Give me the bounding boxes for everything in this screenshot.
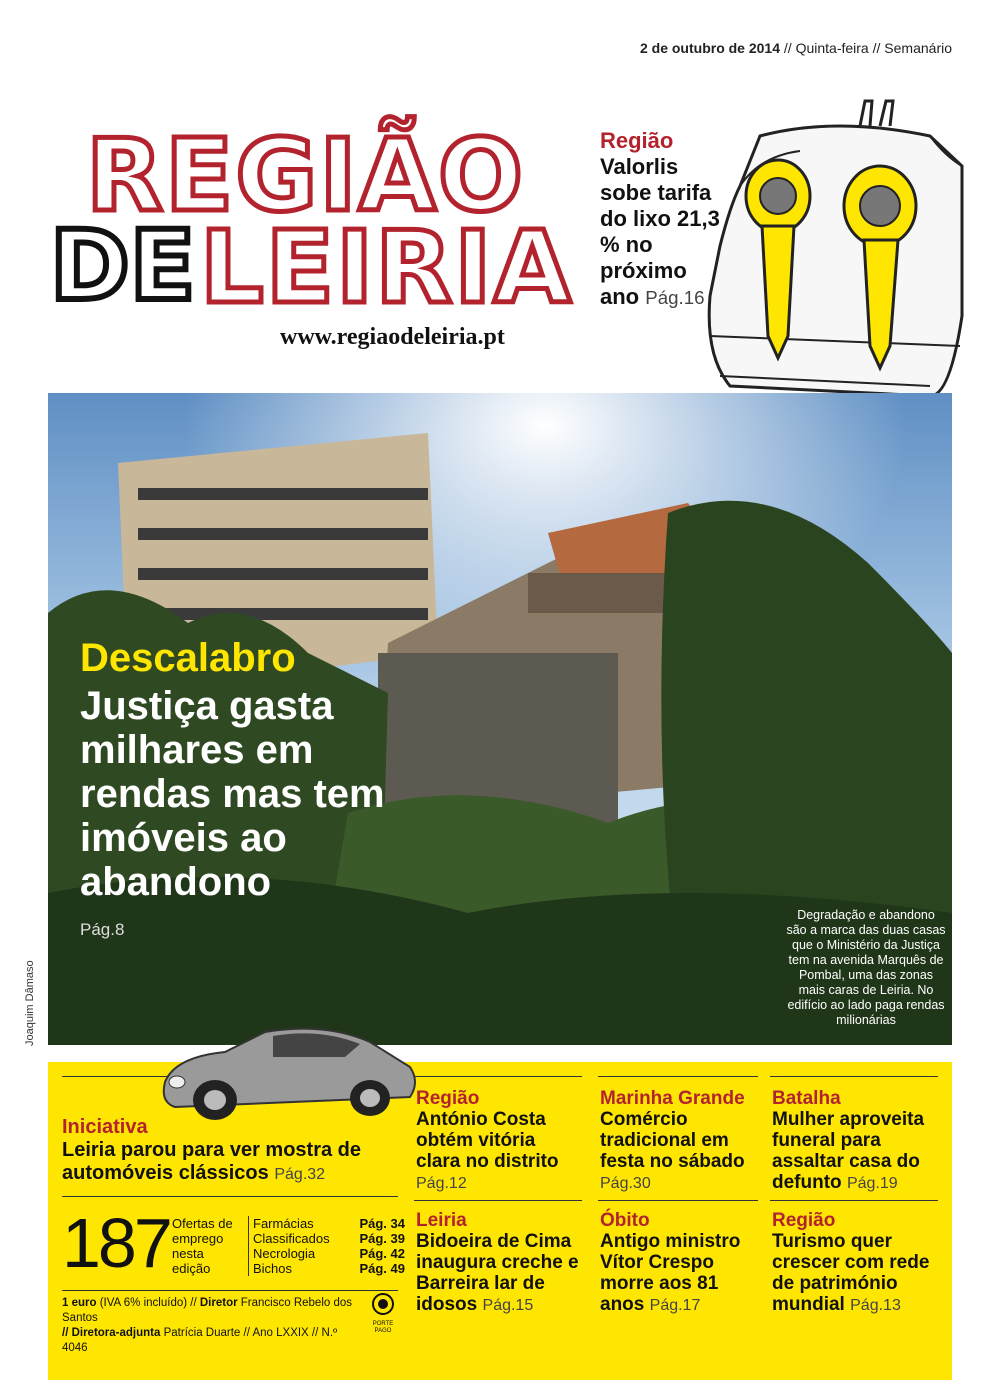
postal-seal-icon (368, 1292, 398, 1316)
story-title: Antigo ministro Vítor Crespo morre aos 81 anos (600, 1231, 741, 1315)
director-name: Francisco Rebelo dos Santos (62, 1297, 353, 1324)
story-page: Pág.12 (416, 1175, 467, 1192)
story-leiria[interactable] (416, 1210, 584, 1316)
classic-car-illustration (155, 1012, 425, 1122)
divider (598, 1200, 758, 1201)
classifieds-page: Pág. 42 (359, 1246, 405, 1261)
frequency: // Semanário (872, 40, 952, 56)
price-label: 1 euro (62, 1297, 97, 1309)
site-url[interactable]: www.regiaodeleiria.pt (280, 324, 505, 350)
classifieds-row[interactable] (253, 1261, 405, 1276)
photo-caption: Degradação e abandono são a marca das duas casas que o Ministério da Justiça tem na avenida Marquês de Pombal, uma das zonas mais caras de Leiria. No edifício ao lado paga rendas milionárias (786, 908, 946, 1027)
porte-pago-text: PORTE PAGO (372, 1321, 394, 1334)
masthead-de: DE (50, 210, 196, 322)
jobs-count: 187 (62, 1204, 170, 1282)
masthead-regiao: REGIÃO (86, 117, 526, 234)
issue-date: 2 de outubro de 2014 (639, 40, 781, 56)
price-note: (IVA 6% incluído) // (99, 1297, 197, 1309)
teaser-page: Pág.16 (645, 287, 705, 308)
masthead-leiria: LEIRIA (200, 209, 573, 326)
story-marinha-grande[interactable] (600, 1088, 760, 1194)
staff-box (62, 1296, 362, 1356)
classifieds-label: Bichos (253, 1261, 293, 1276)
divider (770, 1200, 938, 1201)
dateline (640, 40, 952, 56)
story-title: Mulher aproveita funeral para assaltar casa do defunto (772, 1109, 925, 1193)
iniciativa-story[interactable] (62, 1116, 398, 1186)
story-kicker: Leiria (416, 1210, 467, 1231)
story-batalha[interactable] (772, 1088, 940, 1194)
story-kicker: Marinha Grande (600, 1088, 745, 1109)
classifieds-label: Necrologia (253, 1246, 316, 1261)
divider (62, 1196, 398, 1197)
deputy-name: Patrícia Duarte (163, 1327, 241, 1339)
photo-credit: Joaquim Dâmaso (24, 960, 36, 1046)
story-title: Comércio tradicional em festa no sábado (600, 1109, 745, 1172)
story-title: Bidoeira de Cima inaugura creche e Barreira lar de idosos (416, 1231, 579, 1315)
story-kicker: Batalha (772, 1088, 841, 1109)
story-kicker: Região (772, 1210, 836, 1231)
recycling-bin-illustration (700, 96, 970, 416)
classifieds-row[interactable] (253, 1216, 405, 1231)
story-page: Pág.19 (846, 1175, 898, 1192)
iniciativa-page: Pág.32 (274, 1166, 326, 1183)
year-label: // Ano LXXIX // (243, 1327, 319, 1339)
classifieds-row[interactable] (253, 1246, 405, 1261)
weekday: // Quinta-feira (783, 40, 869, 56)
classifieds-page: Pág. 49 (359, 1261, 405, 1276)
director-label: Diretor (199, 1297, 238, 1309)
story-page: Pág.30 (600, 1175, 651, 1192)
story-page: Pág.15 (482, 1297, 534, 1314)
teaser-kicker: Região (600, 128, 674, 153)
classifieds-label: Classificados (253, 1231, 330, 1246)
lead-kicker: Descalabro (80, 636, 296, 680)
deputy-label: // Diretora-adjunta (62, 1327, 161, 1339)
jobs-text: Ofertas de emprego nesta edição (172, 1216, 233, 1276)
classifieds-label: Farmácias (253, 1216, 314, 1231)
story-kicker: Óbito (600, 1210, 650, 1231)
story-kicker: Região (416, 1088, 480, 1109)
divider (414, 1200, 582, 1201)
story-title: António Costa obtém vitória clara no distrito (416, 1109, 559, 1172)
classifieds-page: Pág. 34 (359, 1216, 405, 1231)
classifieds-row[interactable] (253, 1231, 405, 1246)
story-regiao-costa[interactable] (416, 1088, 584, 1194)
classifieds-page: Pág. 39 (359, 1231, 405, 1246)
divider (62, 1290, 398, 1291)
iniciativa-title: Leiria parou para ver mostra de automóveis clássicos (62, 1139, 362, 1184)
story-obito[interactable] (600, 1210, 760, 1316)
iniciativa-kicker: Iniciativa (62, 1116, 148, 1138)
story-page: Pág.17 (649, 1297, 701, 1314)
story-regiao-turismo[interactable] (772, 1210, 940, 1316)
lead-page: Pág.8 (80, 920, 125, 939)
divider (598, 1076, 758, 1077)
teaser-title: Valorlis sobe tarifa do lixo 21,3 % no próximo ano (600, 154, 720, 309)
lead-headline[interactable]: Justiça gasta milhares em rendas mas tem imóveis ao abandono (80, 684, 385, 904)
porte-pago-stamp (368, 1292, 398, 1332)
divider (770, 1076, 938, 1077)
issue-number: N.º 4046 (62, 1327, 338, 1354)
classifieds-index (248, 1216, 405, 1276)
story-title: Turismo quer crescer com rede de património mundial (772, 1231, 930, 1315)
story-page: Pág.13 (850, 1297, 901, 1314)
